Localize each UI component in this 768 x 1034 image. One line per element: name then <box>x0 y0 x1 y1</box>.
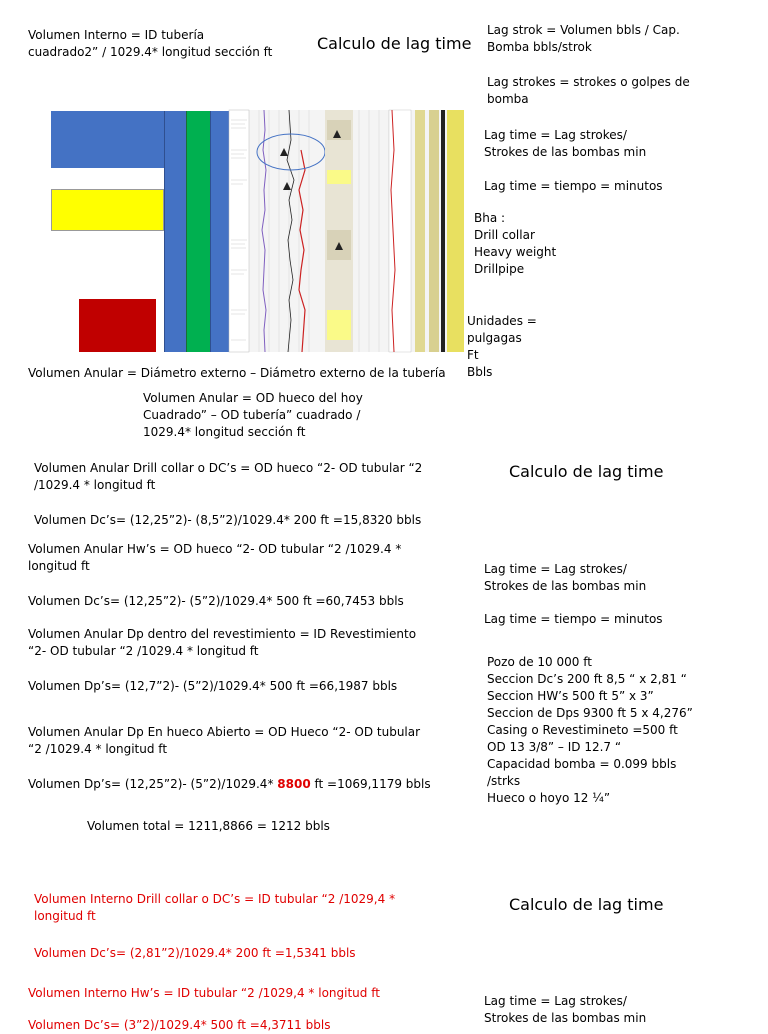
vol-interno-text: Volumen Interno = ID tubería cuadrado2” / 1029.4* longitud sección ft <box>28 28 273 59</box>
blue-block <box>51 111 164 168</box>
hw-interno-formula: Volumen Interno Hw’s = ID tubular “2 /1029,4 * longitud ft <box>28 986 380 1000</box>
pozo-specs: Pozo de 10 000 ft Seccion Dc’s 200 ft 8,5 “ x 2,81 “ Seccion HW’s 500 ft 5” x 3” Seccion de Dps 9300 ft 5 x 4,276” Casing o Revestimineto =500 ft OD 13 3/8” – ID 12.7 “ Capacidad bomba = 0.099 bbls /strks Hueco o hoyo 12 ¼” <box>487 655 693 805</box>
mud-log-image <box>229 110 464 352</box>
bha-list: Bha : Drill collar Heavy weight Drillpipe <box>474 211 557 276</box>
blue-column-right <box>210 111 229 352</box>
lag-time-minutes-text-2: Lag time = tiempo = minutos <box>484 612 663 626</box>
hw-interno-calc: Volumen Dc’s= (3”2)/1029.4* 500 ft =4,3711 bbls <box>28 1018 331 1032</box>
hw-anular-calc: Volumen Dc’s= (12,25”2)- (5”2)/1029.4* 500 ft =60,7453 bbls <box>28 594 404 608</box>
lag-time-text-2: Lag time = Lag strokes/ Strokes de las bombas min <box>484 562 647 593</box>
vol-anular-text: Volumen Anular = Diámetro externo – Diámetro externo de la tubería <box>28 366 446 380</box>
slide1-title: Calculo de lag time <box>317 34 472 53</box>
lag-strok-text: Lag strok = Volumen bbls / Cap. Bomba bbls/strok <box>487 23 680 54</box>
lag-time-minutes-text: Lag time = tiempo = minutos <box>484 179 663 193</box>
dp-open-length-highlight: 8800 <box>277 777 311 791</box>
dc-anular-formula: Volumen Anular Drill collar o DC’s = OD hueco “2- OD tubular “2 /1029.4 * longitud ft <box>34 461 423 492</box>
dp-rev-formula: Volumen Anular Dp dentro del revestimiento = ID Revestimiento “2- OD tubular “2 /1029.4 * longitud ft <box>28 627 417 658</box>
dp-rev-calc: Volumen Dp’s= (12,7”2)- (5”2)/1029.4* 500 ft =66,1987 bbls <box>28 679 398 693</box>
lag-time-text: Lag time = Lag strokes/ Strokes de las bombas min <box>484 128 647 159</box>
slide3-title: Calculo de lag time <box>509 895 664 914</box>
red-block <box>79 299 156 352</box>
yellow-block <box>51 189 164 231</box>
green-column <box>186 111 210 352</box>
lag-time-text-3: Lag time = Lag strokes/ Strokes de las bombas min <box>484 994 647 1025</box>
dc-interno-formula: Volumen Interno Drill collar o DC’s = ID tubular “2 /1029,4 * longitud ft <box>34 892 396 923</box>
unidades-list: Unidades = pulgagas Ft Bbls <box>467 314 537 379</box>
hw-anular-formula: Volumen Anular Hw’s = OD hueco “2- OD tubular “2 /1029.4 * longitud ft <box>28 542 402 573</box>
blue-column <box>164 111 186 352</box>
dc-interno-calc: Volumen Dc’s= (2,81”2)/1029.4* 200 ft =1,5341 bbls <box>34 946 356 960</box>
dp-open-formula: Volumen Anular Dp En hueco Abierto = OD Hueco “2- OD tubular “2 /1029.4 * longitud ft <box>28 725 421 756</box>
vol-anular-od-text: Volumen Anular = OD hueco del hoy Cuadrado” – OD tubería” cuadrado / 1029.4* longitud sección ft <box>143 391 363 439</box>
dp-open-calc-pre: Volumen Dp’s= (12,25”2)- (5”2)/1029.4* <box>28 777 278 791</box>
volumen-total: Volumen total = 1211,8866 = 1212 bbls <box>87 819 330 833</box>
dc-anular-calc: Volumen Dc’s= (12,25”2)- (8,5”2)/1029.4* 200 ft =15,8320 bbls <box>34 513 422 527</box>
lag-strokes-text: Lag strokes = strokes o golpes de bomba <box>487 75 690 106</box>
dp-open-calc <box>28 776 458 793</box>
slide2-title: Calculo de lag time <box>509 462 664 481</box>
dp-open-calc-post: ft =1069,1179 bbls <box>310 777 431 791</box>
